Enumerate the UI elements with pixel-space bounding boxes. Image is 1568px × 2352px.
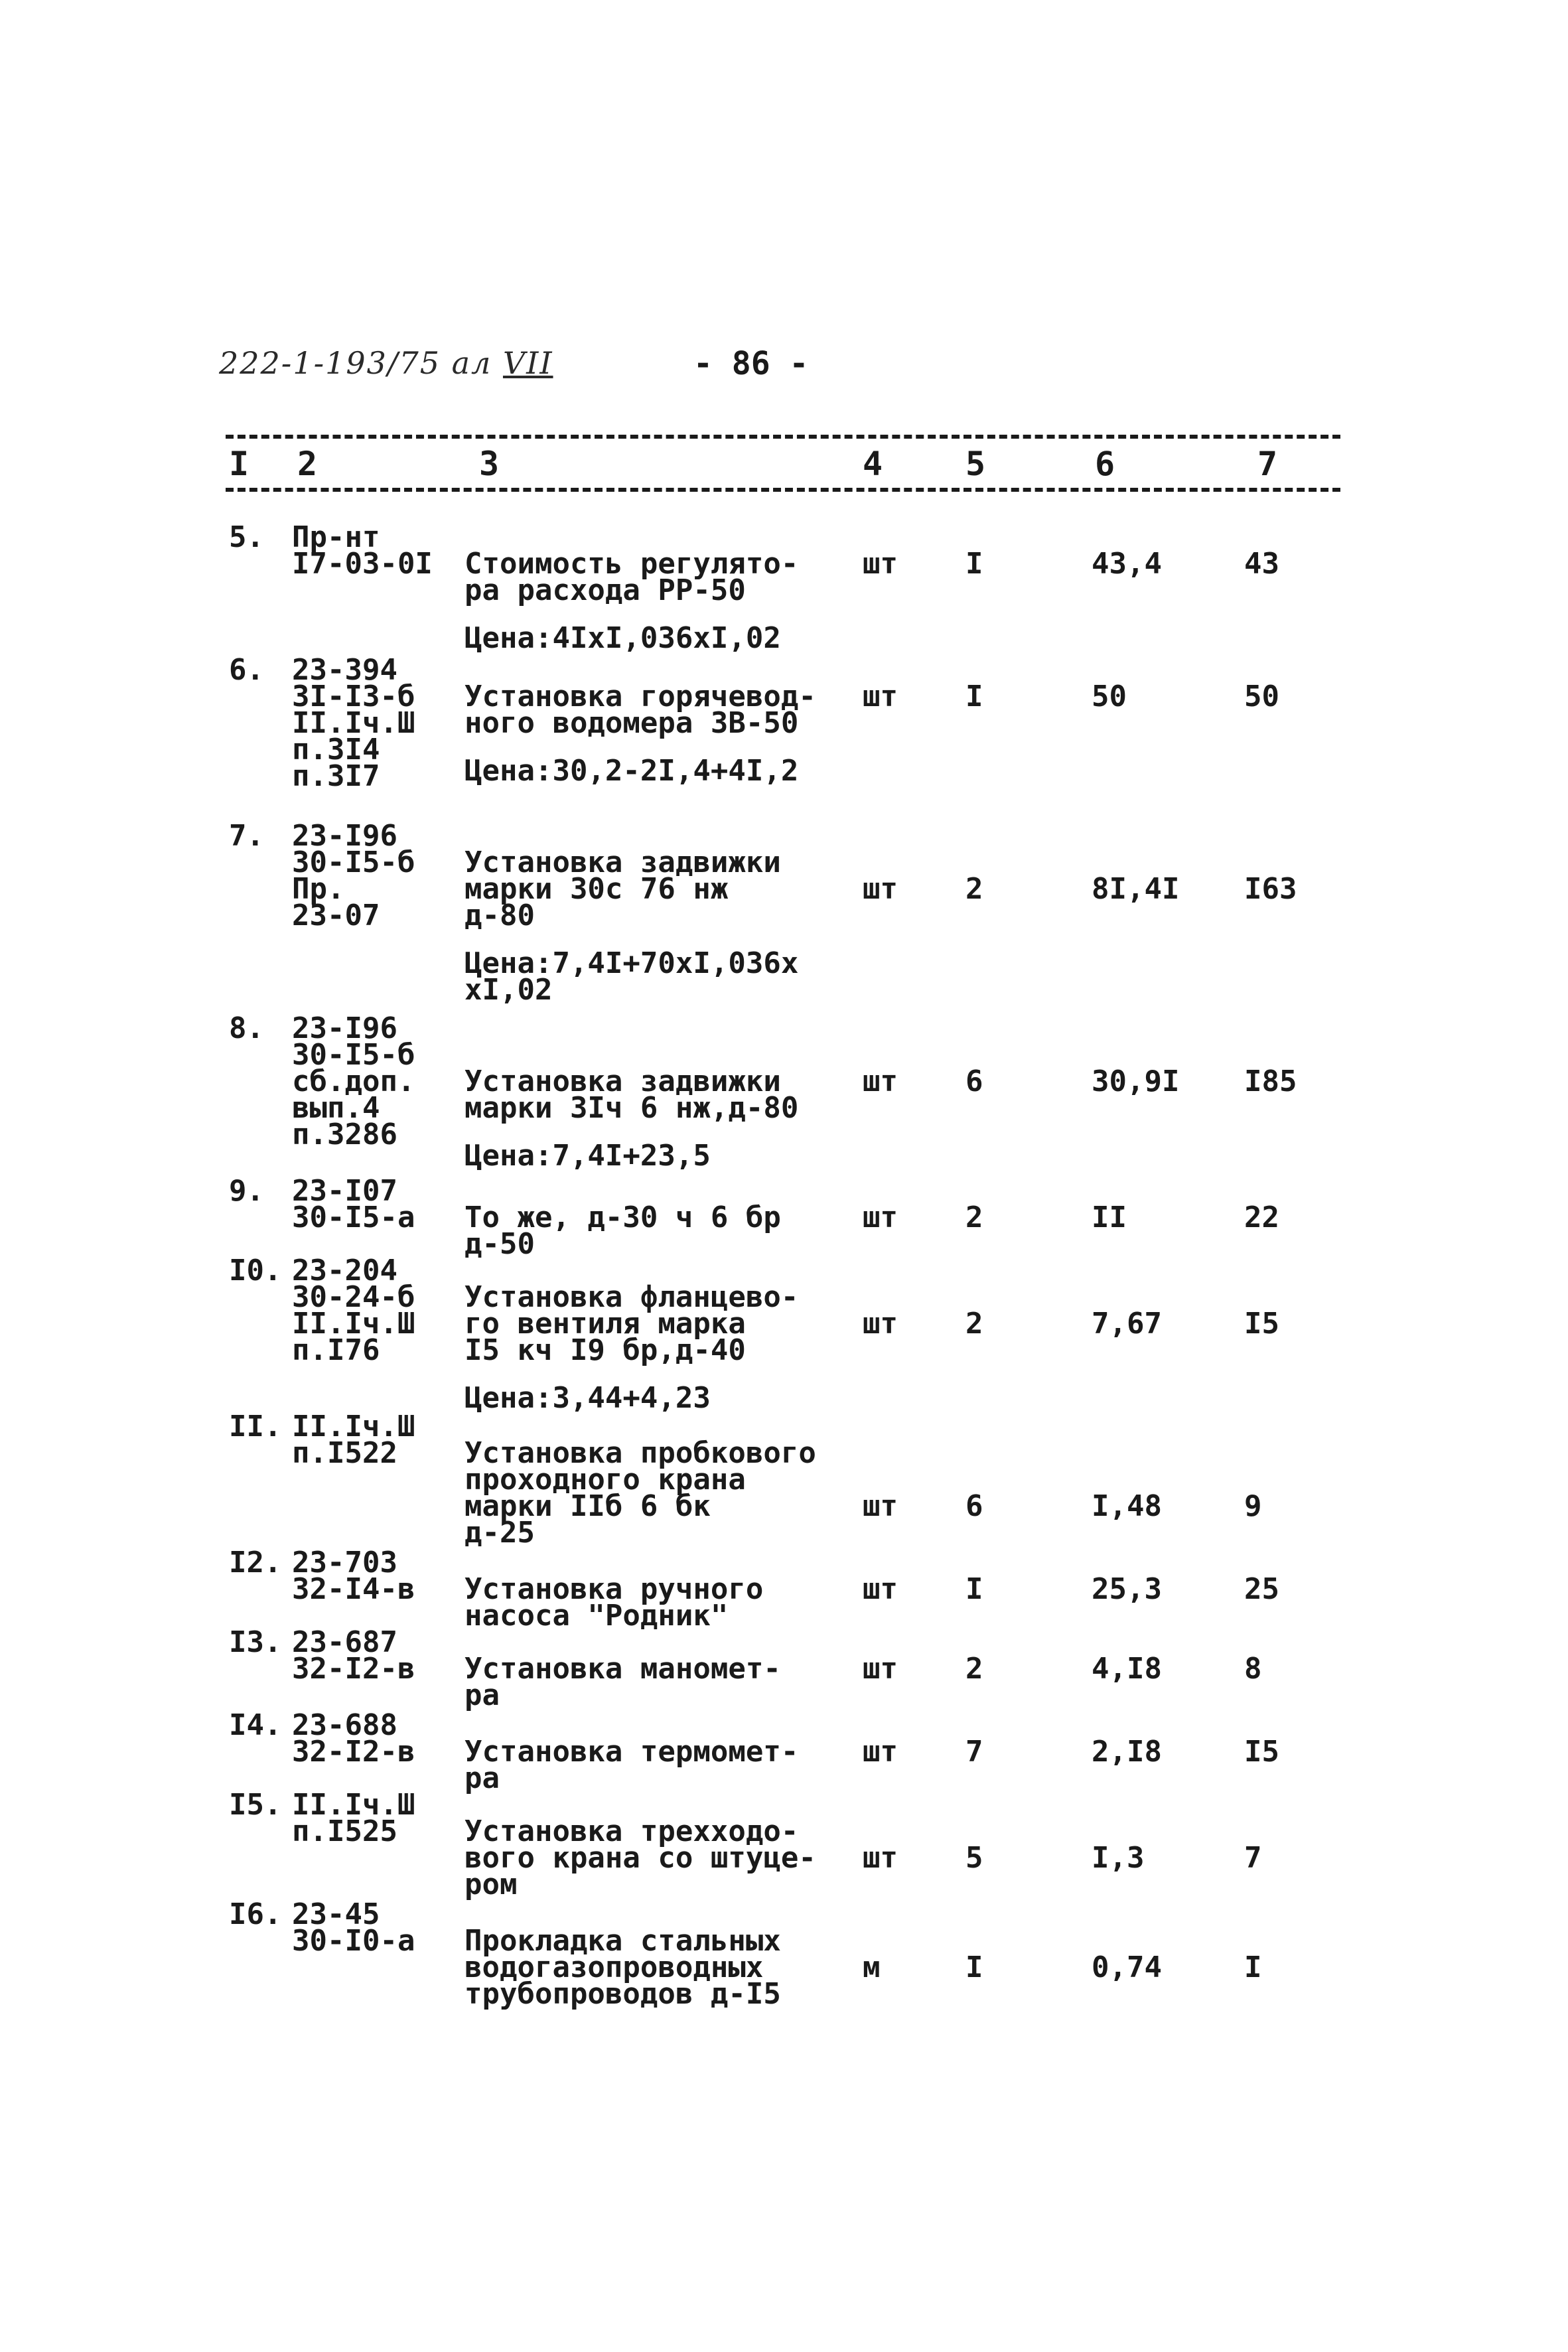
column-header-5: 5 — [965, 445, 986, 483]
row-description: Установка задвижки марки 30с 76 нж д-80 — [464, 845, 781, 932]
row-unit: шт — [863, 1201, 898, 1234]
row-unit: шт — [863, 1735, 898, 1769]
row-unit-cost: II — [1092, 1201, 1127, 1234]
row-description: То же, д-30 ч 6 бр д-50 — [464, 1201, 781, 1261]
row-number: I3. — [229, 1625, 282, 1659]
row-unit-cost: 4,I8 — [1092, 1652, 1162, 1686]
row-description: Установка пробкового проходного крана марки IIб 6 бк д-25 — [464, 1436, 816, 1550]
row-quantity: 5 — [965, 1841, 983, 1875]
row-description: Установка термомет- ра — [464, 1735, 799, 1795]
header-bottom-rule — [226, 488, 1340, 492]
row-description-cell — [464, 1629, 781, 1712]
row-total: 7 — [1244, 1841, 1262, 1875]
row-price-formula: Цена:30,2-2I,4+4I,2 — [464, 754, 799, 788]
row-quantity: 2 — [965, 1201, 983, 1234]
row-code: 23-I96 30-I5-б сб.доп. вып.4 п.3286 — [292, 1011, 415, 1151]
row-unit-cost: 25,3 — [1092, 1572, 1162, 1606]
row-number: I0. — [229, 1254, 282, 1287]
row-number: I6. — [229, 1897, 282, 1931]
row-price-formula: Цена:3,44+4,23 — [464, 1381, 711, 1415]
row-number: I4. — [229, 1708, 282, 1742]
row-total: 25 — [1244, 1572, 1279, 1606]
row-total: 9 — [1244, 1489, 1262, 1523]
row-code: 23-688 32-I2-в — [292, 1708, 415, 1769]
row-total: 43 — [1244, 547, 1279, 581]
row-unit: шт — [863, 872, 898, 906]
row-total: I85 — [1244, 1065, 1297, 1098]
row-quantity: I — [965, 547, 983, 581]
row-total: I63 — [1244, 872, 1297, 906]
row-number: II. — [229, 1410, 282, 1443]
row-description: Прокладка стальных водогазопроводных трубопроводов д-I5 — [464, 1924, 781, 2011]
row-code: II.Iч.Ш п.I525 — [292, 1788, 415, 1848]
row-description-cell — [464, 657, 816, 811]
row-unit: шт — [863, 680, 898, 713]
row-quantity: 2 — [965, 1652, 983, 1686]
page-number: - 86 - — [693, 345, 809, 382]
row-quantity: 6 — [965, 1489, 983, 1523]
row-price-formula: Цена:4IxI,036xI,02 — [464, 621, 781, 655]
row-unit-cost: I,48 — [1092, 1489, 1162, 1523]
row-description: Установка фланцево- го вентиля марка I5 кч I9 бр,д-40 — [464, 1280, 799, 1367]
row-unit-cost: 50 — [1092, 680, 1127, 713]
row-code: II.Iч.Ш п.I522 — [292, 1410, 415, 1470]
row-number: I2. — [229, 1546, 282, 1580]
row-code: 23-394 3I-I3-б II.Iч.Ш п.3I4 п.3I7 — [292, 653, 415, 793]
row-unit-cost: 30,9I — [1092, 1065, 1180, 1098]
row-description: Установка ручного насоса "Родник" — [464, 1572, 764, 1633]
row-unit: шт — [863, 1841, 898, 1875]
row-number: 8. — [229, 1011, 264, 1045]
row-unit-cost: 8I,4I — [1092, 872, 1180, 906]
document-code-number: 222-1-193/75 — [219, 345, 441, 381]
column-header-7: 7 — [1257, 445, 1278, 483]
row-code: 23-687 32-I2-в — [292, 1625, 415, 1686]
row-description-cell — [464, 524, 798, 678]
row-description-cell — [464, 1414, 816, 1550]
row-code: 23-I07 30-I5-а — [292, 1174, 415, 1234]
row-price-formula: Цена:7,4I+23,5 — [464, 1139, 711, 1173]
row-quantity: 7 — [965, 1735, 983, 1769]
row-description-cell — [464, 1258, 798, 1438]
row-description-cell — [464, 1712, 799, 1795]
document-code — [219, 345, 553, 381]
row-total: I5 — [1244, 1735, 1279, 1769]
row-unit-cost: 7,67 — [1092, 1307, 1162, 1341]
row-description: Установка маномет- ра — [464, 1652, 781, 1712]
row-description: Стоимость регулято- ра расхода РР-50 — [464, 547, 799, 607]
row-unit-cost: 0,74 — [1092, 1950, 1162, 1984]
document-section: VII — [502, 345, 553, 381]
row-unit-cost: 2,I8 — [1092, 1735, 1162, 1769]
row-description: Установка трехходо- вого крана со штуце- ром — [464, 1814, 816, 1901]
row-total: I5 — [1244, 1307, 1279, 1341]
row-unit-cost: I,3 — [1092, 1841, 1145, 1875]
column-header-2: 2 — [297, 445, 318, 483]
row-number: 5. — [229, 520, 264, 554]
row-number: 6. — [229, 653, 264, 687]
row-code: 23-204 30-24-б II.Iч.Ш п.I76 — [292, 1254, 415, 1367]
row-code: 23-I96 30-I5-б Пр. 23-07 — [292, 819, 415, 932]
row-price-formula: Цена:7,4I+70xI,036x xI,02 — [464, 946, 799, 1007]
row-number: I5. — [229, 1788, 282, 1822]
row-unit: шт — [863, 1065, 898, 1098]
column-header-6: 6 — [1095, 445, 1115, 483]
row-code: 23-703 32-I4-в — [292, 1546, 415, 1606]
document-code-suffix: ал — [451, 345, 492, 381]
row-description: Установка задвижки марки 3Iч 6 нж,д-80 — [464, 1065, 799, 1125]
row-quantity: I — [965, 680, 983, 713]
row-total: I — [1244, 1950, 1262, 1984]
row-unit: шт — [863, 1489, 898, 1523]
row-number: 7. — [229, 819, 264, 853]
row-quantity: 2 — [965, 1307, 983, 1341]
row-quantity: 6 — [965, 1065, 983, 1098]
column-header-4: 4 — [863, 445, 883, 483]
row-total: 50 — [1244, 680, 1279, 713]
row-description: Установка горячевод- ного водомера ЗВ-50 — [464, 680, 816, 740]
column-header-3: 3 — [479, 445, 500, 483]
row-number: 9. — [229, 1174, 264, 1208]
row-unit: м — [863, 1950, 881, 1984]
row-quantity: I — [965, 1950, 983, 1984]
row-description-cell — [464, 823, 798, 1030]
row-unit: шт — [863, 1307, 898, 1341]
row-code: Пр-нт I7-03-0I — [292, 520, 433, 581]
header-top-rule — [226, 435, 1340, 439]
row-unit: шт — [863, 1572, 898, 1606]
column-header-1: I — [229, 445, 249, 483]
row-total: 8 — [1244, 1652, 1262, 1686]
row-unit-cost: 43,4 — [1092, 547, 1162, 581]
row-code: 23-45 30-I0-а — [292, 1897, 415, 1958]
row-quantity: 2 — [965, 872, 983, 906]
row-description-cell — [464, 1550, 764, 1633]
row-description-cell — [464, 1042, 798, 1196]
row-unit: шт — [863, 1652, 898, 1686]
row-quantity: I — [965, 1572, 983, 1606]
row-unit: шт — [863, 547, 898, 581]
row-total: 22 — [1244, 1201, 1279, 1234]
row-description-cell — [464, 1901, 781, 2011]
row-description-cell — [464, 1178, 781, 1261]
row-description-cell — [464, 1792, 816, 1901]
